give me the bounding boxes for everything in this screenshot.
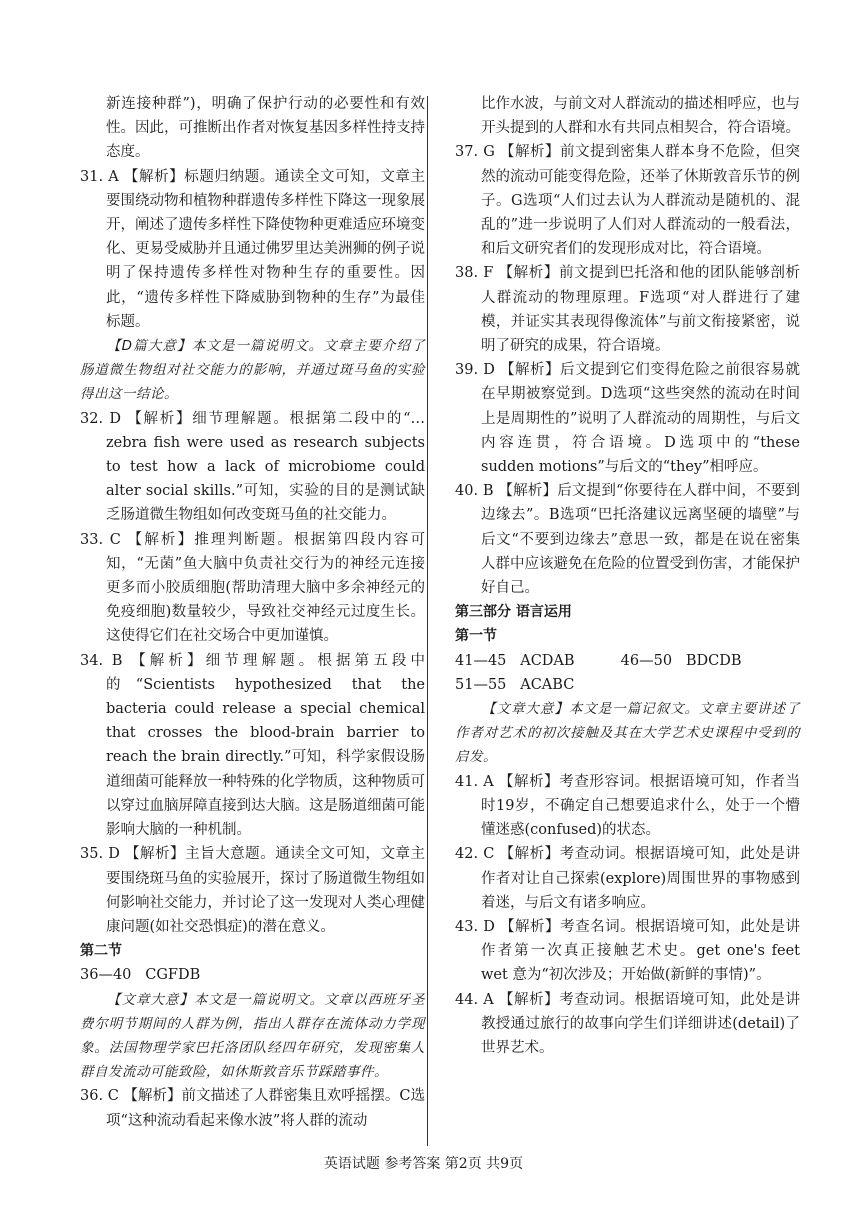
answers-51-55: 51—55 ACABC bbox=[455, 676, 575, 693]
section-2-heading: 第二节 bbox=[80, 943, 122, 960]
passage-summary-7-choose-5: 【文章大意】本文是一篇说明文。文章以西班牙圣费尔明节期间的人群为例，指出人群存在流体动力学现象。法国物理学家巴托洛团队经四年研究，发现密集人群自发流动可能致险，如休斯敦音乐节踩踏事件。 bbox=[80, 991, 425, 1081]
answers-41-50: 41—45 ACDAB 46—50 BDCDB bbox=[455, 652, 742, 669]
answer-42: 42. C 【解析】考查动词。根据语境可知，此处是讲作者对让自己探索(explore)周围世界的事物感到着迷，与后文有诸多响应。 bbox=[455, 846, 800, 911]
answer-43: 43. D 【解析】考查名词。根据语境可知，此处是讲作者第一次真正接触艺术史。get one's feet wet 意为“初次涉及；开始做(新鲜的事情)”。 bbox=[455, 918, 800, 984]
passage-d-summary: 【D篇大意】本文是一篇说明文。文章主要介绍了肠道微生物组对社交能力的影响，并通过斑马鱼的实验得出这一结论。 bbox=[80, 338, 425, 403]
answer-34: 34. B 【解析】细节理解题。根据第五段中的“Scientists hypothesized that the bacteria could release a special chemical that crosses the blood-brain barrier to reach the brain directly.”可知，科学家假设肠道细菌可能释放一种特殊的化学物质，这种物质可以穿过血脑屏障直接到达大脑。这是肠道细菌可能影响大脑的一种机制。 bbox=[80, 652, 425, 839]
answer-37: 37. G 【解析】前文提到密集人群本身不危险，但突然的流动可能变得危险，还举了休斯敦音乐节的例子。G选项“人们过去认为人群流动是随机的、混乱的”进一步说明了人们对人群流动的一般看法，和后文研究者们的发现形成对比，符合语境。 bbox=[455, 144, 800, 258]
answer-31: 31. A 【解析】标题归纳题。通读全文可知，文章主要围绕动物和植物种群遗传多样性下降这一现象展开，阐述了遗传多样性下降使物种更难适应环境变化、更易受威胁并且通过佛罗里达美洲狮的例子说明了保持遗传多样性对物种生存的重要性。因此，“遗传多样性下降威胁到物种的生存”为最佳标题。 bbox=[80, 168, 425, 330]
section-1-heading: 第一节 bbox=[455, 628, 497, 645]
passage-cloze-summary: 【文章大意】本文是一篇记叙文。文章主要讲述了作者对艺术的初次接触及其在大学艺术史课程中受到的启发。 bbox=[455, 701, 800, 766]
answer-35: 35. D 【解析】主旨大意题。通读全文可知，文章主要围绕斑马鱼的实验展开，探讨了肠道微生物组如何影响社交能力，并讨论了这一发现对人类心理健康问题(如社交恐惧症)的潜在意义。 bbox=[80, 846, 425, 935]
answer-39: 39. D 【解析】后文提到它们变得危险之前很容易就在早期被察觉到。D选项“这些突然的流动在时间上是周期性的”说明了人群流动的周期性，与后文内容连贯，符合语境。D选项中的“these sudden motions”与后文的“they”相呼应。 bbox=[455, 362, 800, 476]
answer-44: 44. A 【解析】考查动词。根据语境可知，此处是讲教授通过旅行的故事向学生们详细讲述(detail)了世界艺术。 bbox=[455, 991, 800, 1056]
left-column bbox=[80, 92, 425, 1133]
answers-36-40: 36—40 CGFDB bbox=[80, 967, 201, 984]
answer-36: 36. C 【解析】前文描述了人群密集且欢呼摇摆。C选项“这种流动看起来像水波”将人群的流动 bbox=[80, 1088, 425, 1129]
answer-33: 33. C 【解析】推理判断题。根据第四段内容可知，“无菌”鱼大脑中负责社交行为的神经元连接更多而小胶质细胞(帮助清理大脑中多余神经元的免疫细胞)数量较少，导致社交神经元过度生长。这使得它们在社交场合中更加谨慎。 bbox=[80, 531, 425, 645]
answer-38: 38. F 【解析】前文提到巴托洛和他的团队能够剖析人群流动的物理原理。F选项“对人群进行了建模，并证实其表现得像流体”与前文衔接紧密，说明了研究的成果，符合语境。 bbox=[455, 265, 800, 355]
part-3-heading: 第三部分 语言运用 bbox=[455, 604, 572, 621]
column-divider bbox=[427, 96, 428, 1146]
answer-32: 32. D 【解析】细节理解题。根据第二段中的“… zebra fish were used as research subjects to test how a lack of microbiome could alter social skills.”可知，实验的目的是测试缺乏肠道微生物组如何改变斑马鱼的社交能力。 bbox=[80, 410, 425, 524]
right-column bbox=[455, 92, 800, 1060]
answer-36-continuation: 比作水波，与前文对人群流动的描述相呼应，也与开头提到的人群和水有共同点相契合，符合语境。 bbox=[481, 96, 800, 137]
answer-40: 40. B 【解析】后文提到“你要待在人群中间，不要到边缘去”。B选项“巴托洛建议远离坚硬的墙壁”与后文“不要到边缘去”意思一致，都是在说在密集人群中应该避免在危险的位置受到伤害，才能保护好自己。 bbox=[455, 483, 800, 597]
page-footer: 英语试题 参考答案 第2页 共9页 bbox=[323, 1156, 524, 1172]
answer-41: 41. A 【解析】考查形容词。根据语境可知，作者当时19岁，不确定自己想要追求什么，处于一个懵懂迷惑(confused)的状态。 bbox=[455, 773, 800, 839]
q30-continuation: 新连接种群”)，明确了保护行动的必要性和有效性。因此，可推断出作者对恢复基因多样性持支持态度。 bbox=[106, 96, 425, 161]
